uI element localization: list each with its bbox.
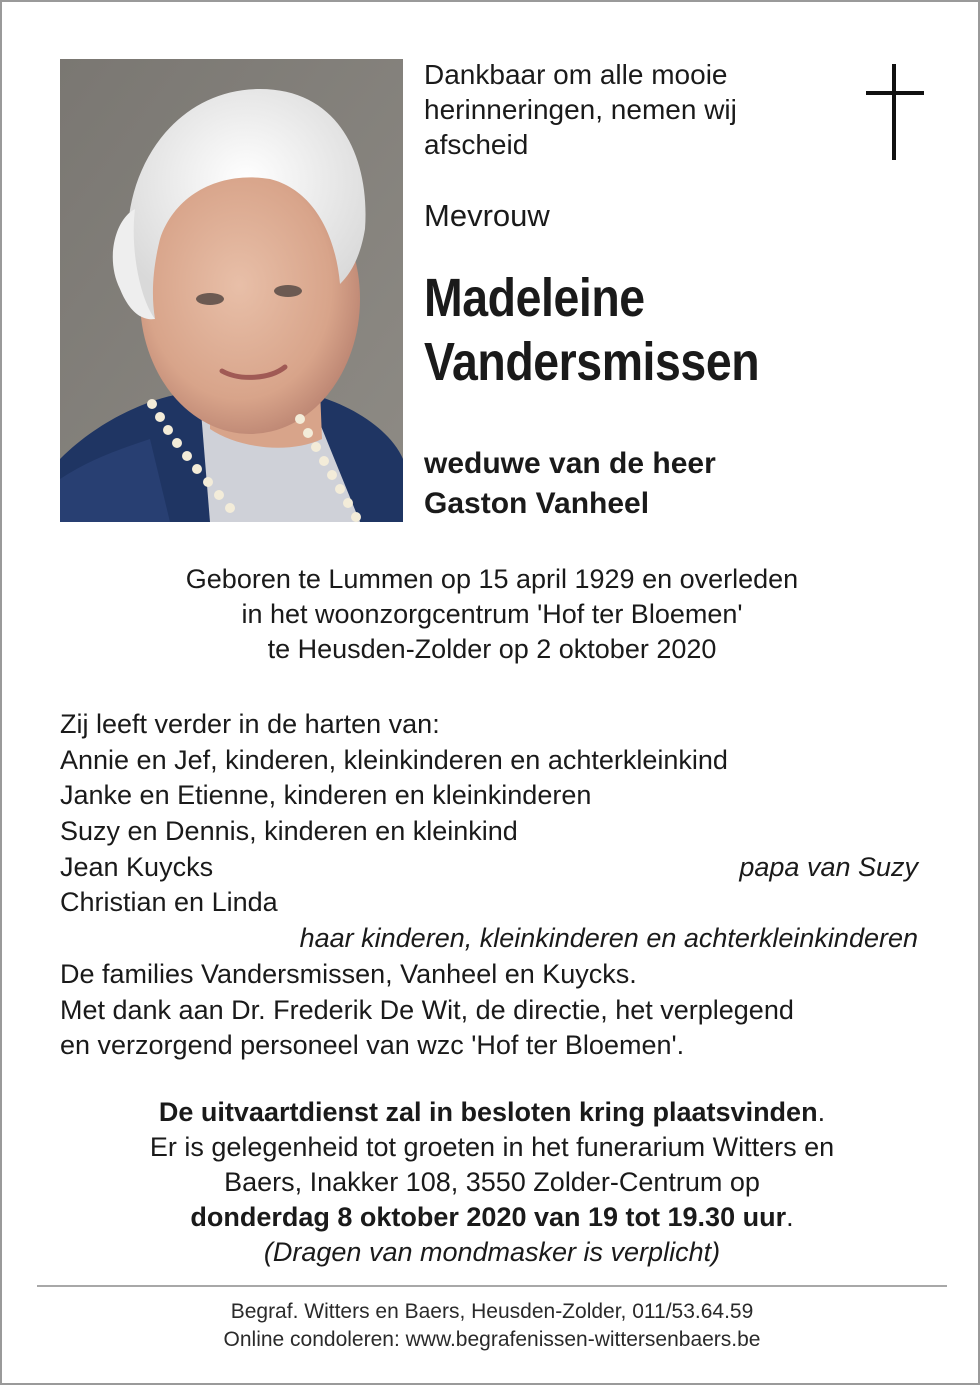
family-relation: papa van Suzy: [739, 851, 918, 882]
cross-icon: [866, 64, 924, 160]
punctuation: .: [817, 1097, 826, 1127]
born-line: Geboren te Lummen op 15 april 1929 en overleden: [185, 564, 799, 594]
visitation-date: donderdag 8 oktober 2020 van 19 tot 19.30 uur: [190, 1202, 787, 1232]
service-line: [42, 1095, 942, 1130]
punctuation: .: [786, 1202, 794, 1232]
divider: [37, 1285, 947, 1287]
mask-note: (Dragen van mondmasker is verplicht): [263, 1237, 721, 1267]
family-line: Suzy en Dennis, kinderen en kleinkind: [60, 816, 518, 847]
family-line: De families Vandersmissen, Vanheel en Kuycks.: [60, 958, 637, 989]
service-private-notice: De uitvaartdienst zal in besloten kring plaatsvinden: [158, 1097, 818, 1127]
spouse-name: Gaston Vanheel: [424, 487, 650, 520]
service-line: Baers, Inakker 108, 3550 Zolder-Centrum op: [224, 1167, 760, 1197]
funeral-home-contact: Begraf. Witters en Baers, Heusden-Zolder, 011/53.64.59: [230, 1300, 754, 1323]
portrait-photo: [60, 59, 403, 522]
first-name: Madeleine: [424, 268, 645, 328]
salutation: Mevrouw: [424, 198, 550, 233]
family-heading: Zij leeft verder in de harten van:: [60, 709, 440, 739]
intro-line: herinneringen, nemen wij: [424, 94, 737, 125]
family-line: Christian en Linda: [60, 887, 278, 918]
intro-line: Dankbaar om alle mooie: [424, 59, 728, 90]
family-line: Annie en Jef, kinderen, kleinkinderen en achterkleinkind: [60, 744, 728, 775]
thanks-line: Met dank aan Dr. Frederik De Wit, de directie, het verplegend: [60, 994, 794, 1025]
portrait-illustration: [60, 59, 403, 522]
footer: [42, 1298, 942, 1354]
family-name: Jean Kuycks: [60, 851, 214, 882]
deceased-name: [424, 266, 759, 394]
born-line: in het woonzorgcentrum 'Hof ter Bloemen': [241, 599, 743, 629]
family-line: Janke en Etienne, kinderen en kleinkinderen: [60, 780, 592, 811]
family-list: [60, 707, 918, 1064]
service-line: Er is gelegenheid tot groeten in het funerarium Witters en: [149, 1132, 835, 1162]
funeral-service-info: [42, 1095, 942, 1270]
widow-of: [424, 444, 716, 524]
family-line: [60, 850, 918, 886]
intro-text: [424, 57, 824, 162]
thanks-line: en verzorgend personeel van wzc 'Hof ter Bloemen'.: [60, 1030, 685, 1061]
online-condolences: Online condoleren: www.begrafenissen-wittersenbaers.be: [223, 1328, 761, 1351]
widow-line: weduwe van de heer: [424, 447, 716, 480]
family-relation: haar kinderen, kleinkinderen en achterkleinkinderen: [299, 923, 918, 954]
service-line: [42, 1200, 942, 1235]
intro-line: afscheid: [424, 129, 529, 160]
birth-death-info: [42, 562, 942, 667]
last-name: Vandersmissen: [424, 332, 760, 392]
born-line: te Heusden-Zolder op 2 oktober 2020: [267, 634, 717, 664]
